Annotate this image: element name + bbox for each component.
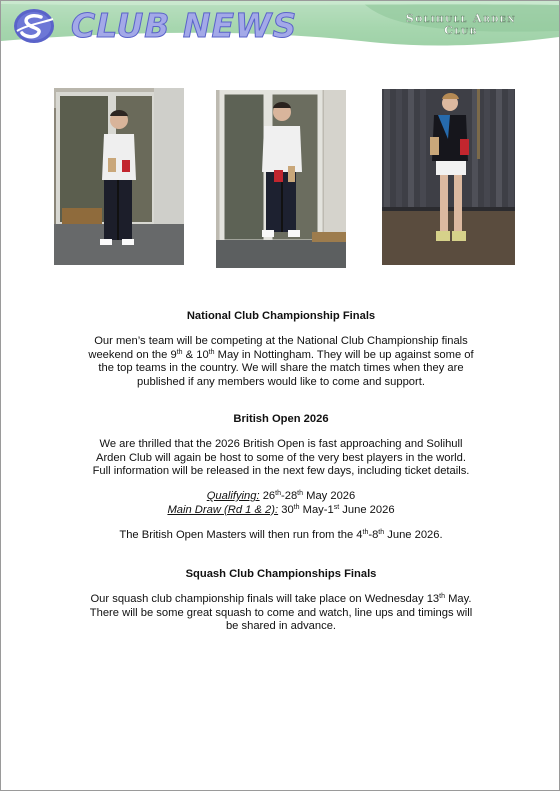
qualifying-label: Qualifying:: [206, 490, 260, 502]
club-name-line2: Club: [444, 24, 478, 37]
player-with-trophy-photo-2: [216, 90, 346, 268]
british-open-section: [61, 413, 501, 427]
national-line-1: Our men’s team will be competing at the National Club Championship finals: [94, 335, 468, 347]
british-open-body: [61, 438, 501, 479]
squash-finals-body: [61, 593, 501, 634]
british-open-dates: [61, 490, 501, 517]
national-finals-heading: National Club Championship Finals: [186, 310, 376, 322]
player-with-trophy-photo-1: [54, 88, 184, 265]
newsletter-banner: [1, 1, 559, 51]
club-name: [371, 13, 551, 37]
main-draw-label: Main Draw (Rd 1 & 2):: [167, 503, 279, 516]
main-draw-dates: Main Draw (Rd 1 & 2): 30th May-1st June 2026: [167, 503, 395, 516]
british-open-heading: British Open 2026: [233, 413, 329, 425]
newsletter-title: CLUB NEWS: [71, 6, 298, 45]
squash-finals-heading: Squash Club Championships Finals: [185, 568, 377, 580]
squash-line-2: There will be some great squash to come and watch, line ups and timings will: [89, 606, 473, 619]
national-line-4: published if any members would like to come and support.: [137, 375, 425, 388]
club-name-line1: Solihull Arden: [405, 12, 517, 25]
squash-finals-section: [61, 568, 501, 582]
player-with-trophy-photo-3: [382, 89, 515, 265]
qualifying-dates: Qualifying: 26th-28th May 2026: [206, 490, 356, 502]
club-logo-icon: [13, 7, 55, 45]
masters-line: [61, 529, 501, 543]
british-open-line-1: We are thrilled that the 2026 British Open is fast approaching and Solihull: [99, 438, 463, 450]
british-open-line-2: Arden Club will again be host to some of the very best players in the world.: [95, 451, 466, 464]
british-open-line-3: Full information will be released in the next few days, including ticket details.: [92, 465, 470, 477]
squash-line-1: Our squash club championship finals will take place on Wednesday 13th May.: [90, 593, 472, 605]
masters-dates: The British Open Masters will then run from the 4th-8th June 2026.: [119, 529, 443, 541]
squash-line-3: be shared in advance.: [225, 620, 337, 632]
national-finals-body: [61, 335, 501, 389]
national-finals-section: [61, 310, 501, 324]
national-line-2: weekend on the 9th & 10th May in Nottingham. They will be up against some of: [88, 348, 474, 361]
national-line-3: the top teams in the country. We will share the match times when they are: [98, 362, 464, 374]
